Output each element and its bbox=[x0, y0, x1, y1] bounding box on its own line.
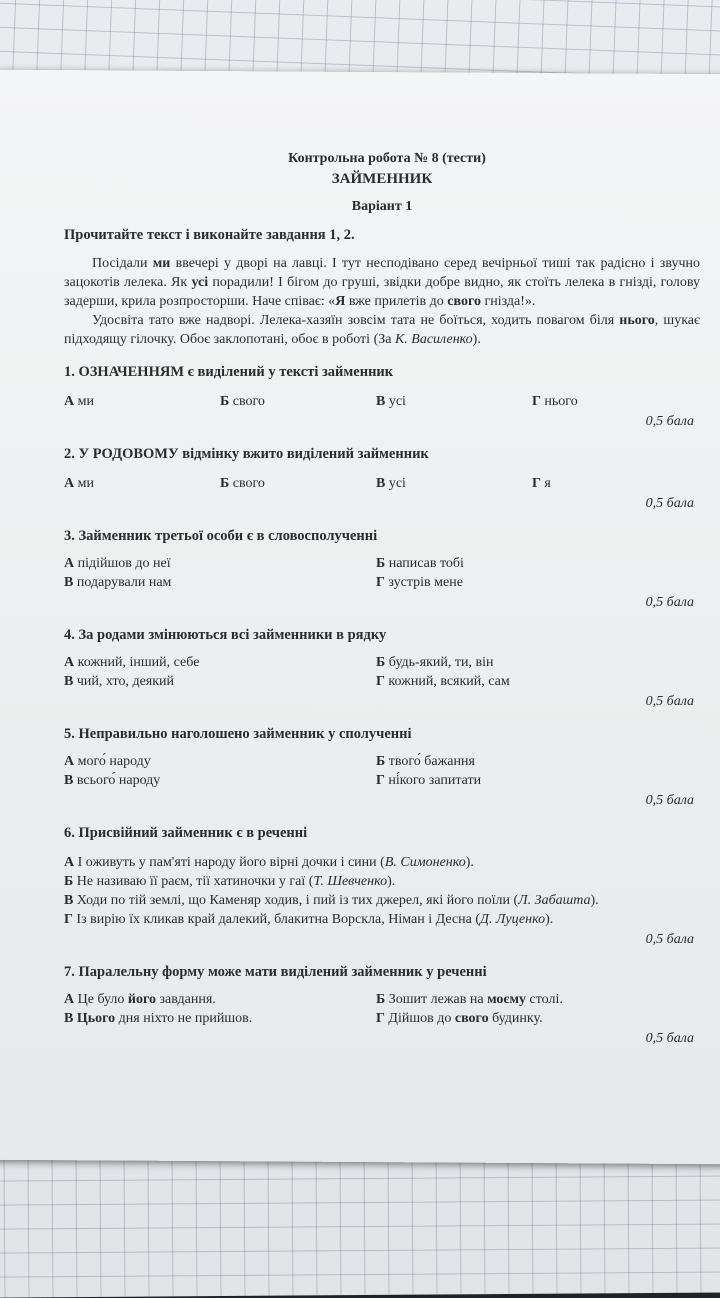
option-letter: Б bbox=[376, 992, 389, 1007]
answer-options bbox=[64, 654, 700, 691]
answer-option bbox=[64, 393, 220, 411]
answer-option bbox=[64, 475, 220, 493]
option-text: ми bbox=[77, 476, 94, 491]
sentence-author: Л. Забашта bbox=[518, 893, 591, 908]
option-text: всього́ народу bbox=[76, 773, 161, 788]
answer-options bbox=[64, 555, 700, 592]
question-points: 0,5 бала bbox=[645, 595, 694, 610]
option-text: кожний, інший, себе bbox=[77, 655, 200, 670]
option-text-end: дня ніхто не прийшов. bbox=[115, 1011, 253, 1026]
answer-option bbox=[64, 1010, 376, 1028]
option-text: свого bbox=[232, 476, 265, 491]
answer-option bbox=[220, 393, 376, 411]
question-points: 0,5 бала bbox=[645, 414, 694, 429]
option-letter: А bbox=[64, 556, 78, 571]
option-letter: В bbox=[64, 674, 77, 689]
sentence-text: І оживуть у пам'яті народу його вірні дочки і сини ( bbox=[77, 855, 385, 870]
option-text: ні́кого запитати bbox=[388, 773, 482, 788]
question-title: 2. У РОДОВОМУ відмінку вжито виділений займенник bbox=[64, 446, 429, 462]
author-name: К. Василенко bbox=[394, 332, 473, 347]
option-letter: Г bbox=[532, 394, 545, 409]
answer-option bbox=[376, 475, 532, 493]
question-points: 0,5 бала bbox=[645, 793, 694, 808]
option-text: усі bbox=[388, 394, 406, 409]
answer-sentences bbox=[64, 854, 700, 929]
option-text: чий, хто, деякий bbox=[76, 674, 175, 689]
highlighted-pronoun: його bbox=[127, 992, 156, 1007]
option-text: подарували нам bbox=[76, 575, 172, 590]
highlighted-pronoun: моєму bbox=[487, 992, 527, 1007]
instruction: Прочитайте текст і виконайте завдання 1, 2. bbox=[64, 227, 355, 243]
answer-option bbox=[64, 555, 376, 573]
highlighted-pronoun: усі bbox=[191, 275, 209, 290]
highlighted-pronoun: Цього bbox=[76, 1011, 116, 1026]
reading-passage bbox=[64, 254, 700, 349]
answer-option bbox=[64, 772, 376, 790]
answer-option bbox=[64, 654, 376, 672]
option-letter: Г bbox=[376, 575, 389, 590]
background-grid-sheet-bottom bbox=[0, 1152, 720, 1297]
option-text-end: завдання. bbox=[156, 992, 216, 1007]
answer-sentence bbox=[64, 892, 700, 910]
answer-options bbox=[64, 753, 700, 790]
question-title: 7. Паралельну форму може мати виділений займенник у реченні bbox=[64, 964, 487, 980]
option-letter: А bbox=[64, 855, 78, 870]
passage-text: ). bbox=[472, 332, 481, 347]
option-letter: Б bbox=[220, 394, 233, 409]
question-points: 0,5 бала bbox=[645, 932, 694, 947]
variant-label: Варіант 1 bbox=[351, 199, 413, 214]
option-letter: А bbox=[64, 476, 78, 491]
sentence-author: В. Симоненко bbox=[384, 855, 466, 870]
document-topic: ЗАЙМЕННИК bbox=[331, 171, 433, 187]
option-letter: Б bbox=[220, 476, 233, 491]
question-1 bbox=[64, 363, 700, 431]
answer-option bbox=[64, 673, 376, 691]
option-text: кожний, всякий, сам bbox=[388, 674, 510, 689]
question-7 bbox=[64, 963, 700, 1048]
option-text: мого́ народу bbox=[77, 754, 151, 769]
question-title: 1. ОЗНАЧЕННЯМ є виділений у тексті займенник bbox=[64, 364, 394, 380]
option-letter: В bbox=[64, 1011, 77, 1026]
questions-list bbox=[64, 363, 700, 1048]
option-letter: А bbox=[64, 754, 78, 769]
option-text: твого́ бажання bbox=[388, 754, 475, 769]
question-points: 0,5 бала bbox=[645, 1031, 694, 1046]
passage-text: , шукає підходящу гілочку. Обоє заклопотані, обоє в роботі (За bbox=[64, 313, 701, 347]
answer-option bbox=[64, 574, 376, 592]
question-2 bbox=[64, 445, 700, 513]
option-text: Зошит лежав на bbox=[388, 992, 488, 1007]
highlighted-pronoun: нього bbox=[619, 313, 655, 328]
option-text: підійшов до неї bbox=[77, 556, 171, 571]
option-letter: Г bbox=[64, 912, 77, 927]
option-text: написав тобі bbox=[388, 556, 464, 571]
option-letter: Г bbox=[376, 1011, 389, 1026]
option-text: ми bbox=[77, 394, 94, 409]
question-points: 0,5 бала bbox=[645, 496, 694, 511]
option-text: зустрів мене bbox=[388, 575, 463, 590]
question-title: 4. За родами змінюються всі займенники в рядку bbox=[64, 627, 387, 643]
option-text: Це було bbox=[77, 992, 128, 1007]
answer-option bbox=[376, 772, 688, 790]
document-content bbox=[64, 150, 700, 1048]
answer-option bbox=[376, 654, 688, 672]
highlighted-pronoun: Я bbox=[335, 294, 346, 309]
answer-sentence bbox=[64, 911, 700, 929]
passage-text: гнізда!». bbox=[480, 294, 536, 309]
sentence-end: ). bbox=[465, 855, 474, 870]
answer-option bbox=[64, 753, 376, 771]
sentence-text: Ходи по тій землі, що Каменяр ходив, і пий із тих джерел, які його поїли ( bbox=[76, 893, 519, 908]
passage-paragraph-1 bbox=[64, 254, 700, 311]
option-letter: В bbox=[376, 476, 389, 491]
sentence-end: ). bbox=[387, 874, 396, 889]
document-header bbox=[64, 150, 700, 216]
option-text: я bbox=[544, 476, 551, 491]
option-text: усі bbox=[388, 476, 406, 491]
passage-text: Удосвіта тато вже надворі. Лелека-хазяїн зовсім тата не боїться, ходить повагом біля bbox=[92, 313, 620, 328]
answer-option bbox=[376, 574, 688, 592]
answer-option bbox=[532, 475, 688, 493]
passage-paragraph-2 bbox=[64, 311, 700, 349]
passage-text: порадили! І бігом до груші, звідки добре видно, як стоїть лелека в гнізді, голову задерши, крила розпросторши. Наче співає: « bbox=[64, 275, 701, 309]
highlighted-pronoun: свого bbox=[454, 1011, 489, 1026]
option-letter: А bbox=[64, 992, 78, 1007]
passage-text: вже прилетів до bbox=[345, 294, 448, 309]
option-letter: Б bbox=[376, 556, 389, 571]
sentence-text: Не називаю її раєм, тії хатиночки у гаї ( bbox=[76, 874, 314, 889]
option-letter: Г bbox=[376, 674, 389, 689]
answer-option bbox=[220, 475, 376, 493]
option-letter: Г bbox=[376, 773, 389, 788]
option-letter: В bbox=[376, 394, 389, 409]
option-text: нього bbox=[544, 394, 578, 409]
passage-text: ввечері у дворі на лавці. І тут несподівано серед вечірньої тиші так радісно і звучно зацокотів лелека. Як bbox=[64, 256, 700, 290]
answer-option bbox=[64, 991, 376, 1009]
highlighted-pronoun: свого bbox=[447, 294, 481, 309]
answer-option bbox=[376, 393, 532, 411]
question-6 bbox=[64, 824, 700, 949]
answer-options bbox=[64, 991, 700, 1028]
answer-option bbox=[532, 393, 688, 411]
option-letter: Б bbox=[376, 754, 389, 769]
document-title: Контрольна робота № 8 (тести) bbox=[288, 151, 486, 166]
option-letter: А bbox=[64, 655, 78, 670]
option-letter: В bbox=[64, 575, 77, 590]
answer-option bbox=[376, 991, 688, 1009]
option-letter: В bbox=[64, 893, 77, 908]
question-5 bbox=[64, 725, 700, 810]
sentence-author: Т. Шевченко bbox=[313, 874, 388, 889]
question-4 bbox=[64, 626, 700, 711]
option-text-end: будинку. bbox=[488, 1011, 543, 1026]
sentence-end: ). bbox=[590, 893, 599, 908]
answer-sentence bbox=[64, 873, 700, 891]
question-title: 3. Займенник третьої особи є в словосполученні bbox=[64, 528, 378, 544]
answer-option bbox=[376, 555, 688, 573]
option-letter: В bbox=[64, 773, 77, 788]
answer-options bbox=[64, 475, 700, 493]
answer-option bbox=[376, 673, 688, 691]
highlighted-pronoun: ми bbox=[152, 256, 171, 271]
option-letter: Б bbox=[64, 874, 77, 889]
answer-options bbox=[64, 393, 700, 411]
answer-option bbox=[376, 1010, 688, 1028]
passage-text: Посідали bbox=[92, 256, 153, 271]
answer-option bbox=[376, 753, 688, 771]
sentence-text: Із вирію їх кликав край далекий, блакитна Ворскла, Німан і Десна ( bbox=[76, 912, 480, 927]
sentence-author: Д. Луценко bbox=[479, 912, 546, 927]
option-text: свого bbox=[232, 394, 265, 409]
question-points: 0,5 бала bbox=[645, 694, 694, 709]
question-title: 6. Присвійний займенник є в реченні bbox=[64, 825, 308, 841]
answer-sentence bbox=[64, 854, 700, 872]
option-letter: А bbox=[64, 394, 78, 409]
option-text: Дійшов до bbox=[388, 1011, 455, 1026]
option-text-end: столі. bbox=[526, 992, 563, 1007]
question-3 bbox=[64, 527, 700, 612]
question-title: 5. Неправильно наголошено займенник у сполученні bbox=[64, 726, 412, 742]
option-letter: Г bbox=[532, 476, 545, 491]
option-text: будь-який, ти, він bbox=[388, 655, 494, 670]
option-letter: Б bbox=[376, 655, 389, 670]
sentence-end: ). bbox=[545, 912, 554, 927]
